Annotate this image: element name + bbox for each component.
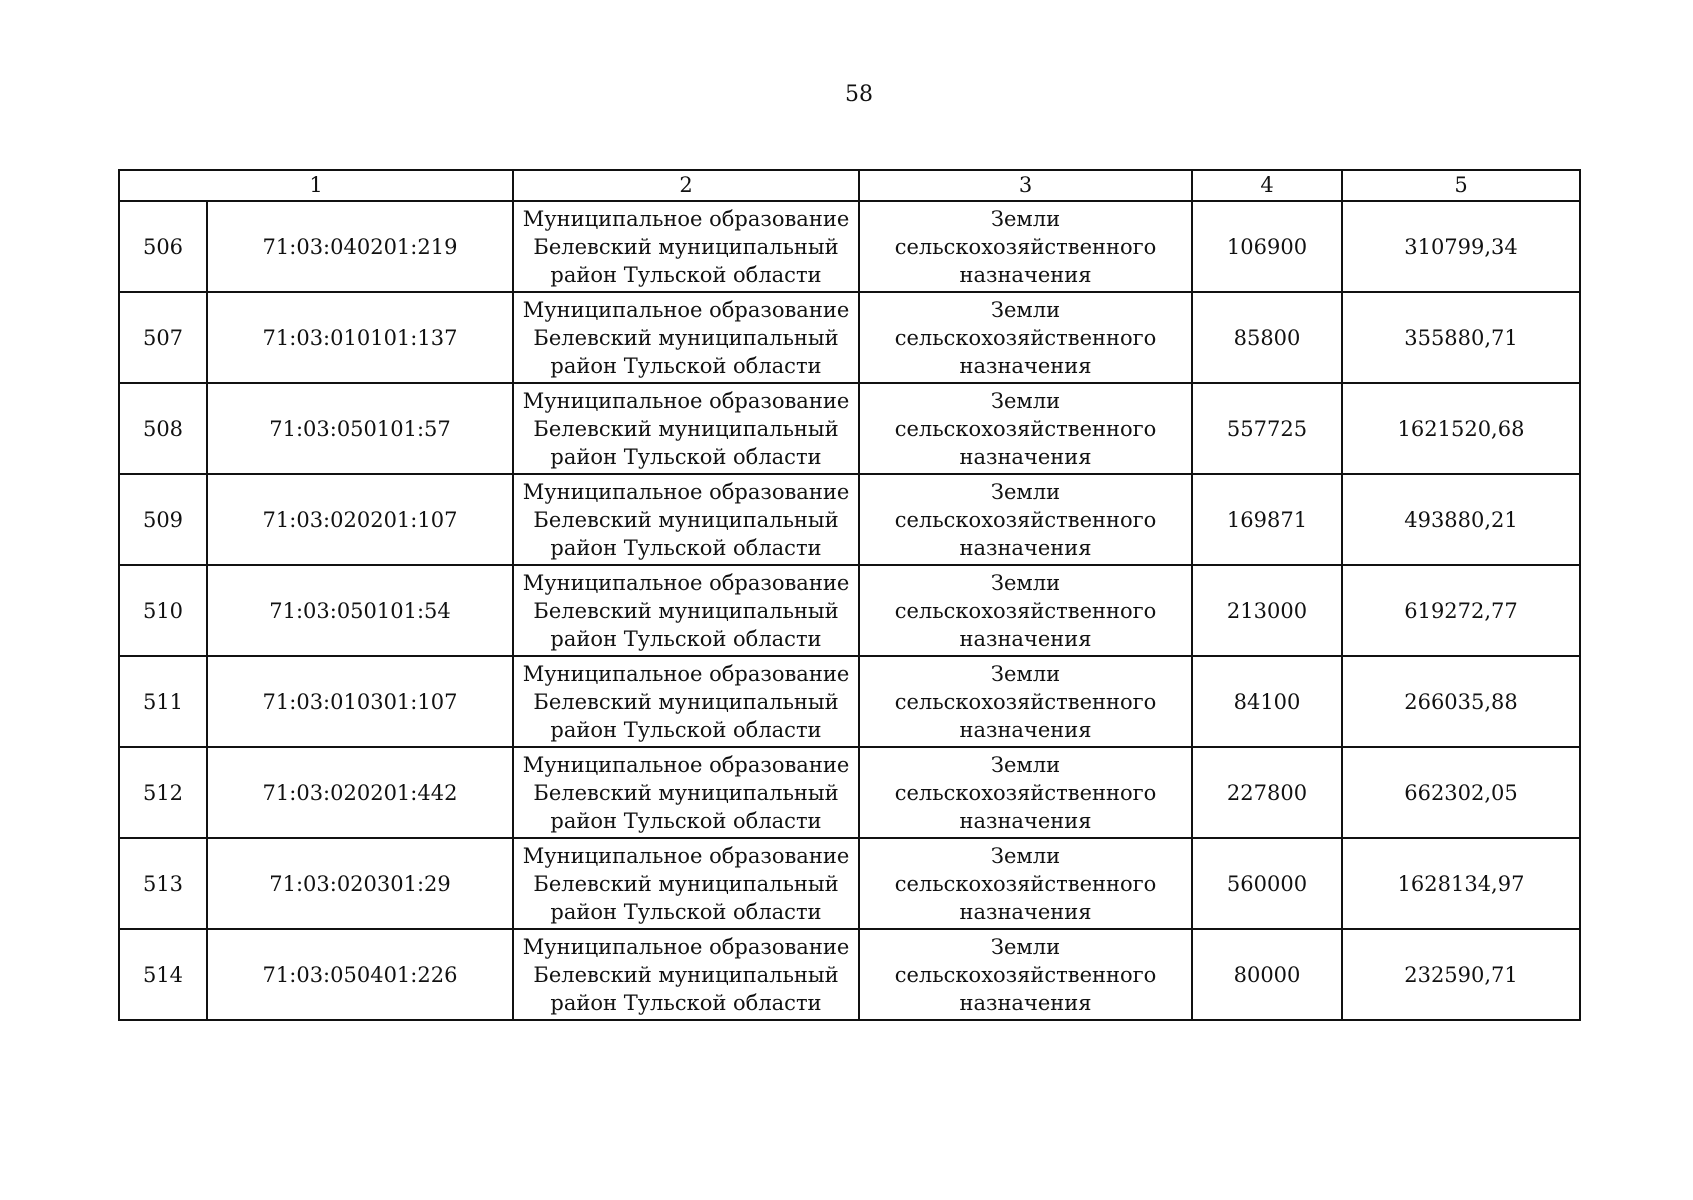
land-category-line: сельскохозяйственного (894, 416, 1157, 441)
column-number-4: 4 (1192, 170, 1342, 201)
table-row (119, 383, 1580, 474)
land-category-cell (859, 656, 1192, 747)
area-value: 227800 (1192, 747, 1342, 838)
land-category-line: сельскохозяйственного (894, 598, 1157, 623)
cadastral-number: 71:03:010301:107 (207, 656, 513, 747)
area-value: 557725 (1192, 383, 1342, 474)
owner-line: район Тульской области (550, 990, 822, 1015)
row-number: 511 (119, 656, 207, 747)
owner-line: район Тульской области (550, 808, 822, 833)
row-number: 510 (119, 565, 207, 656)
cadastral-value: 1628134,97 (1342, 838, 1580, 929)
cadastral-number: 71:03:050101:57 (207, 383, 513, 474)
owner-line: Муниципальное образование (522, 843, 850, 868)
owner-line: район Тульской области (550, 626, 822, 651)
land-category-cell (859, 383, 1192, 474)
land-category-line: назначения (959, 626, 1092, 651)
table-header-row (119, 170, 1580, 201)
land-category-line: назначения (959, 899, 1092, 924)
column-number-5: 5 (1342, 170, 1580, 201)
land-category-line: назначения (959, 353, 1092, 378)
owner-cell (513, 929, 859, 1020)
land-category-cell (859, 292, 1192, 383)
owner-line: Белевский муниципальный (533, 325, 839, 350)
land-category-line: Земли (990, 661, 1061, 686)
cadastral-value: 1621520,68 (1342, 383, 1580, 474)
land-category-line: Земли (990, 479, 1061, 504)
owner-line: район Тульской области (550, 444, 822, 469)
land-category-line: сельскохозяйственного (894, 962, 1157, 987)
owner-line: Белевский муниципальный (533, 507, 839, 532)
owner-line: Муниципальное образование (522, 752, 850, 777)
cadastral-value: 493880,21 (1342, 474, 1580, 565)
row-number: 509 (119, 474, 207, 565)
row-number: 506 (119, 201, 207, 292)
owner-line: Муниципальное образование (522, 661, 850, 686)
area-value: 106900 (1192, 201, 1342, 292)
land-category-cell (859, 474, 1192, 565)
owner-cell (513, 292, 859, 383)
owner-line: Муниципальное образование (522, 479, 850, 504)
cadastral-value: 310799,34 (1342, 201, 1580, 292)
cadastral-number: 71:03:050101:54 (207, 565, 513, 656)
owner-cell (513, 474, 859, 565)
owner-cell (513, 838, 859, 929)
owner-line: Муниципальное образование (522, 297, 850, 322)
owner-line: Белевский муниципальный (533, 234, 839, 259)
table-row (119, 838, 1580, 929)
owner-line: район Тульской области (550, 717, 822, 742)
cadastral-number: 71:03:020201:442 (207, 747, 513, 838)
cadastral-value: 266035,88 (1342, 656, 1580, 747)
cadastral-value: 232590,71 (1342, 929, 1580, 1020)
cadastral-number: 71:03:020201:107 (207, 474, 513, 565)
land-category-line: назначения (959, 444, 1092, 469)
land-category-line: назначения (959, 262, 1092, 287)
column-number-3: 3 (859, 170, 1192, 201)
owner-line: Белевский муниципальный (533, 598, 839, 623)
area-value: 84100 (1192, 656, 1342, 747)
cadastral-number: 71:03:010101:137 (207, 292, 513, 383)
land-category-line: сельскохозяйственного (894, 780, 1157, 805)
cadastral-value: 355880,71 (1342, 292, 1580, 383)
cadastral-number: 71:03:040201:219 (207, 201, 513, 292)
owner-line: Белевский муниципальный (533, 962, 839, 987)
table-row (119, 474, 1580, 565)
row-number: 508 (119, 383, 207, 474)
row-number: 512 (119, 747, 207, 838)
land-category-line: Земли (990, 297, 1061, 322)
land-category-line: сельскохозяйственного (894, 507, 1157, 532)
land-registry-table (118, 169, 1581, 1021)
area-value: 560000 (1192, 838, 1342, 929)
land-category-line: назначения (959, 717, 1092, 742)
owner-cell (513, 201, 859, 292)
land-category-line: Земли (990, 388, 1061, 413)
owner-line: район Тульской области (550, 535, 822, 560)
owner-line: Белевский муниципальный (533, 689, 839, 714)
owner-line: Муниципальное образование (522, 934, 850, 959)
column-number-1: 1 (119, 170, 513, 201)
table-row (119, 292, 1580, 383)
land-category-line: Земли (990, 934, 1061, 959)
row-number: 514 (119, 929, 207, 1020)
owner-line: Белевский муниципальный (533, 416, 839, 441)
owner-cell (513, 565, 859, 656)
area-value: 213000 (1192, 565, 1342, 656)
page-number: 58 (845, 82, 873, 107)
cadastral-number: 71:03:050401:226 (207, 929, 513, 1020)
area-value: 169871 (1192, 474, 1342, 565)
cadastral-value: 662302,05 (1342, 747, 1580, 838)
land-category-cell (859, 201, 1192, 292)
owner-line: Белевский муниципальный (533, 871, 839, 896)
table-row (119, 747, 1580, 838)
owner-line: Муниципальное образование (522, 388, 850, 413)
land-category-cell (859, 565, 1192, 656)
cadastral-value: 619272,77 (1342, 565, 1580, 656)
owner-cell (513, 383, 859, 474)
owner-cell (513, 656, 859, 747)
land-category-cell (859, 747, 1192, 838)
owner-cell (513, 747, 859, 838)
area-value: 85800 (1192, 292, 1342, 383)
land-category-line: сельскохозяйственного (894, 689, 1157, 714)
cadastral-number: 71:03:020301:29 (207, 838, 513, 929)
land-category-line: Земли (990, 752, 1061, 777)
land-category-line: назначения (959, 535, 1092, 560)
area-value: 80000 (1192, 929, 1342, 1020)
land-category-line: назначения (959, 808, 1092, 833)
table-row (119, 929, 1580, 1020)
land-category-cell (859, 929, 1192, 1020)
row-number: 507 (119, 292, 207, 383)
table-row (119, 201, 1580, 292)
land-category-line: назначения (959, 990, 1092, 1015)
owner-line: район Тульской области (550, 353, 822, 378)
column-number-2: 2 (513, 170, 859, 201)
owner-line: район Тульской области (550, 262, 822, 287)
owner-line: Белевский муниципальный (533, 780, 839, 805)
table-row (119, 656, 1580, 747)
land-category-line: Земли (990, 843, 1061, 868)
row-number: 513 (119, 838, 207, 929)
land-category-line: сельскохозяйственного (894, 871, 1157, 896)
land-category-line: Земли (990, 206, 1061, 231)
land-category-line: сельскохозяйственного (894, 325, 1157, 350)
land-category-cell (859, 838, 1192, 929)
owner-line: район Тульской области (550, 899, 822, 924)
owner-line: Муниципальное образование (522, 570, 850, 595)
owner-line: Муниципальное образование (522, 206, 850, 231)
land-category-line: сельскохозяйственного (894, 234, 1157, 259)
land-category-line: Земли (990, 570, 1061, 595)
table-row (119, 565, 1580, 656)
